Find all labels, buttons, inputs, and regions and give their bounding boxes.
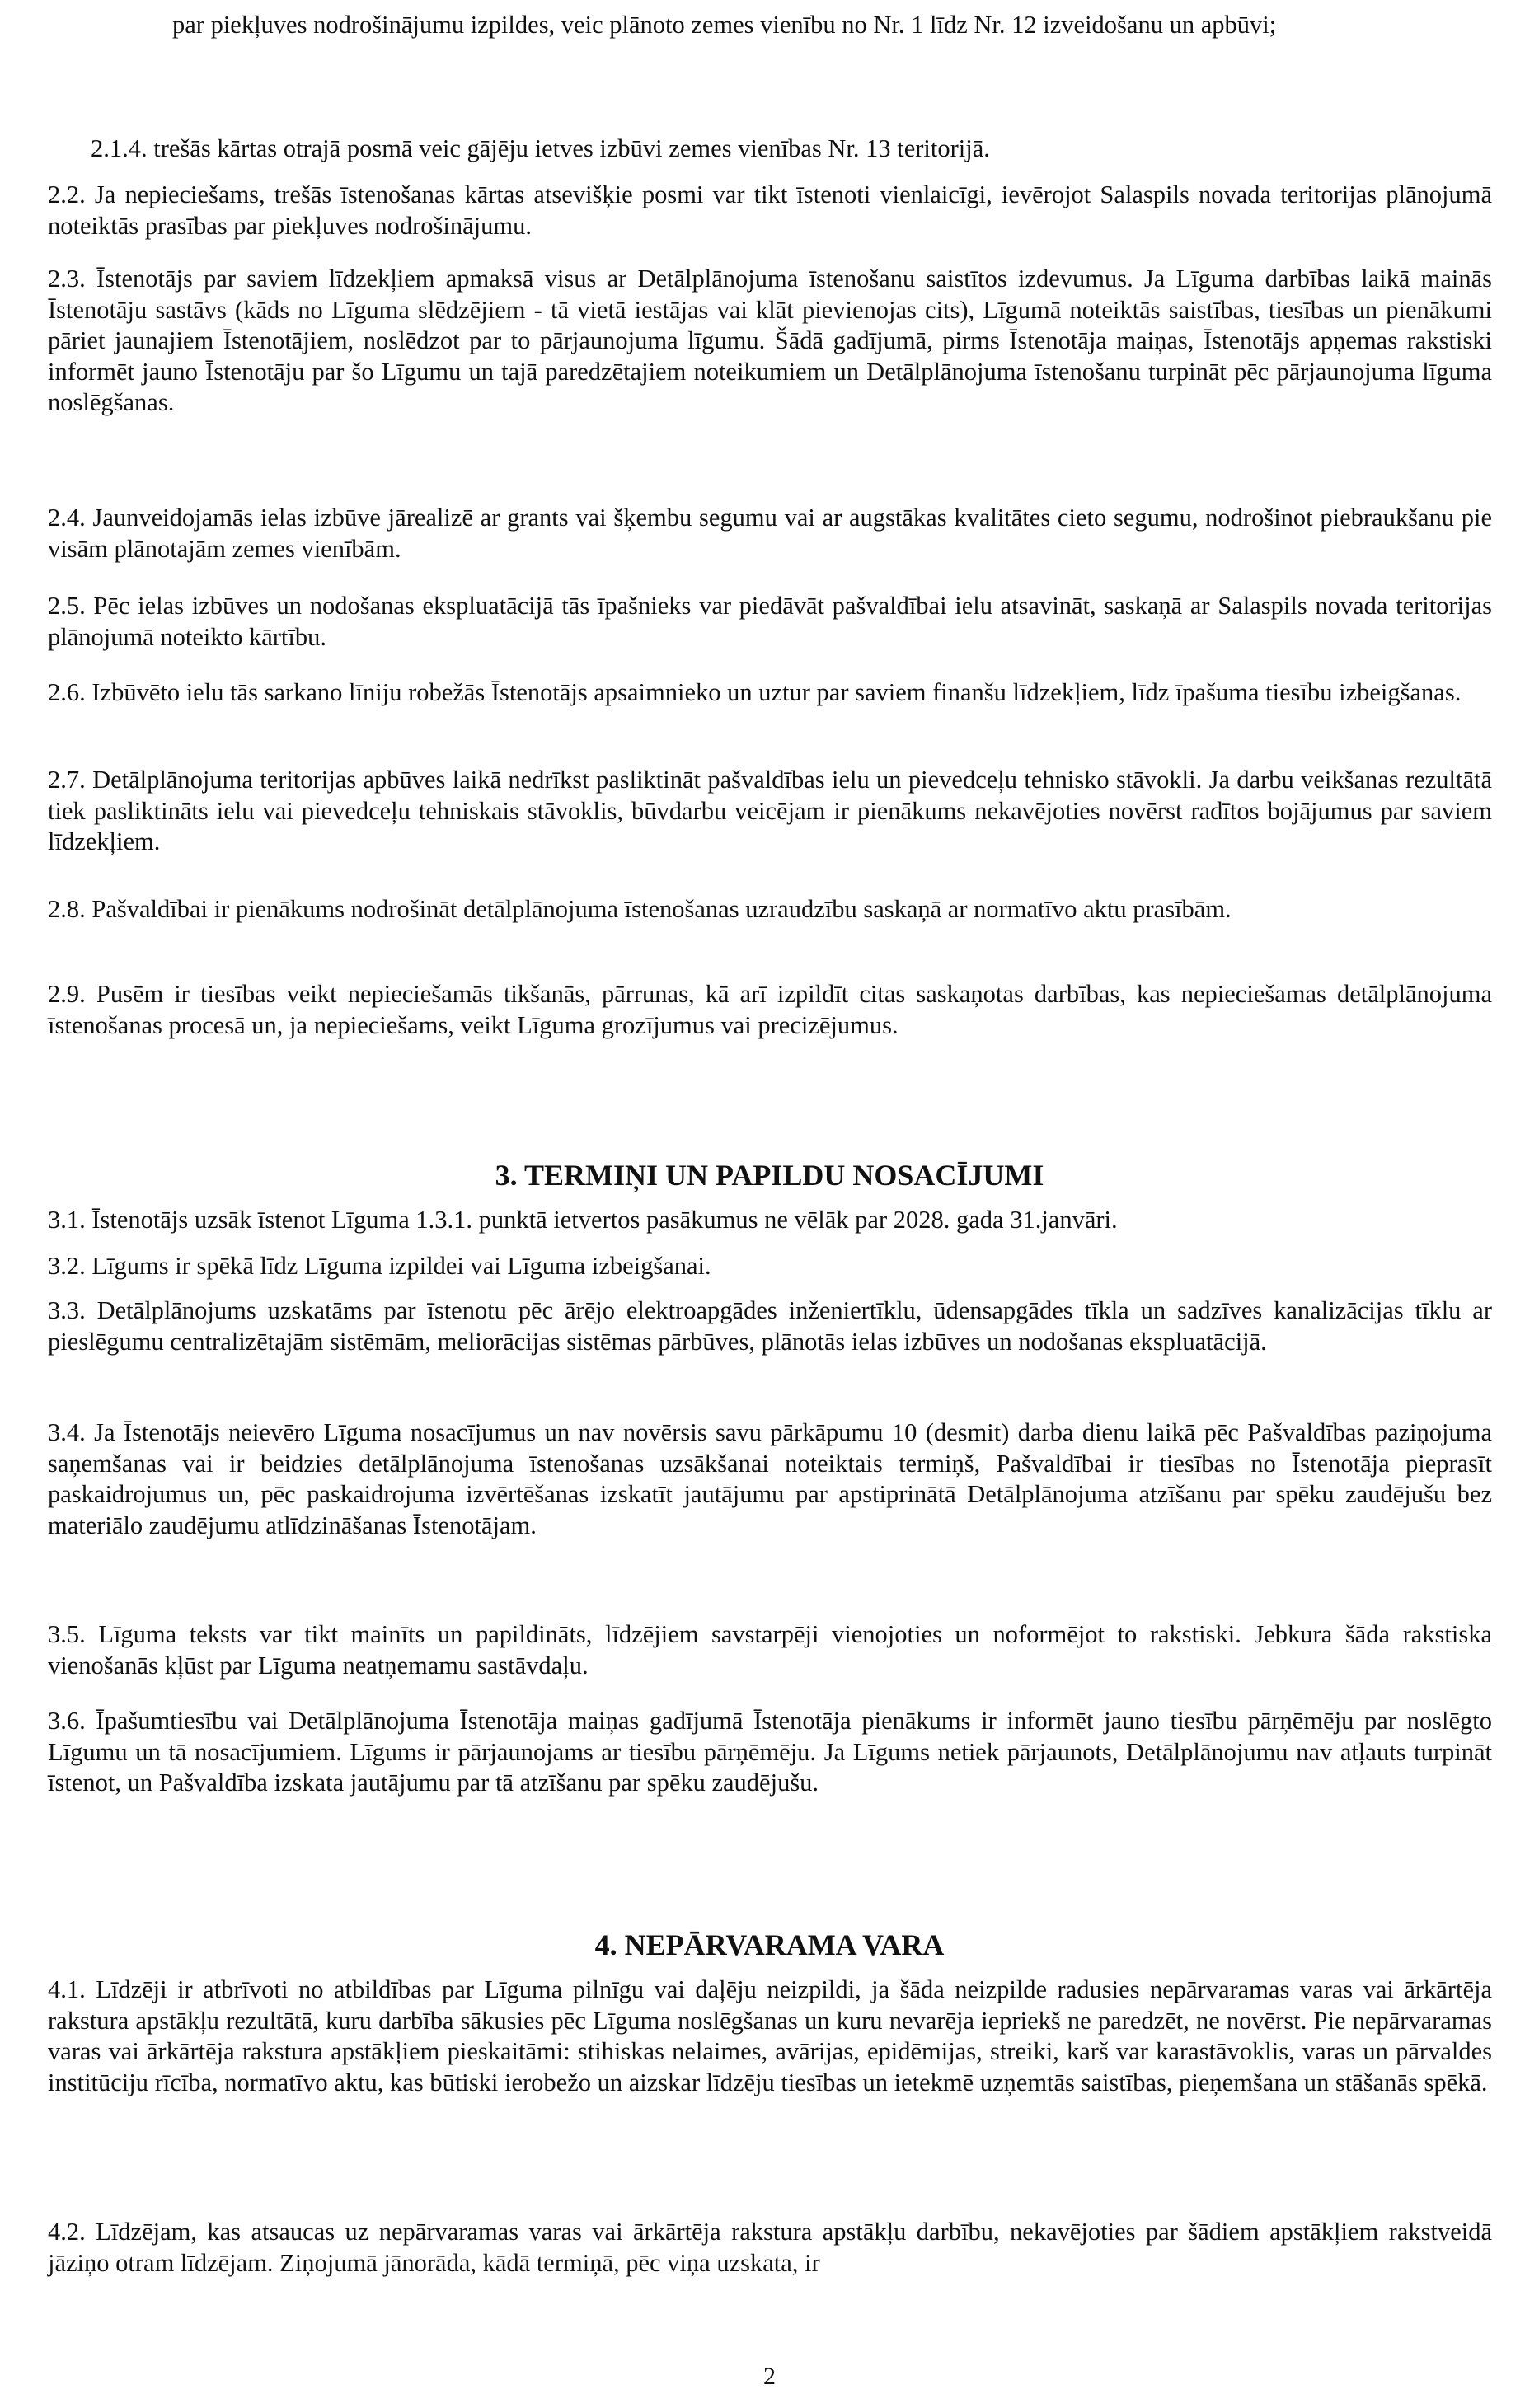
paragraph-2-3: 2.3. Īstenotājs par saviem līdzekļiem apmaksā visus ar Detālplānojuma īstenošanu saistītos izdevumus. Ja Līguma darbības laikā mainās Īstenotāju sastāvs (kāds no Līguma slēdzējiem - tā vietā iestājas vai klāt pievienojas cits), Līgumā noteiktās saistības, tiesības un pienākumi pāriet jaunajiem Īstenotājiem, noslēdzot par to pārjaunojuma līgumu. Šādā gadījumā, pirms Īstenotāja maiņas, Īstenotājs apņemas rakstiski informēt jauno Īstenotāju par šo Līgumu un tajā paredzētajiem noteikumiem un Detālplānojuma īstenošanu turpināt pēc pārjaunojuma līguma noslēgšanas. <box>48 265 1492 416</box>
paragraph-3-4: 3.4. Ja Īstenotājs neievēro Līguma nosacījumus un nav novērsis savu pārkāpumu 10 (desmit) darba dienu laikā pēc Pašvaldības paziņojuma saņemšanas vai ir beidzies detālplānojuma īstenošanas uzsākšanai noteiktais termiņš, Pašvaldībai ir tiesības no Īstenotāja pieprasīt paskaidrojumus un, pēc paskaidrojuma izvērtēšanas izskatīt jautājumu par apstiprinātā Detālplānojuma atzīšanu par spēku zaudējušu bez materiālo zaudējumu atlīdzināšanas Īstenotājam. <box>48 1418 1492 1539</box>
paragraph-2-8: 2.8. Pašvaldībai ir pienākums nodrošināt detālplānojuma īstenošanas uzraudzību saskaņā ar normatīvo aktu prasībām. <box>48 895 1232 923</box>
paragraph-4-2: 4.2. Līdzējam, kas atsaucas uz nepārvaramas varas vai ārkārtēja rakstura apstākļu darbību, nekavējoties par šādiem apstākļiem rakstveidā jāziņo otram līdzējam. Ziņojumā jānorāda, kādā termiņā, pēc viņa uzskata, ir <box>48 2218 1492 2277</box>
paragraph-3-1: 3.1. Īstenotājs uzsāk īstenot Līguma 1.3.1. punktā ietvertos pasākumus ne vēlāk par 2028. gada 31.janvāri. <box>48 1206 1118 1234</box>
paragraph-2-4: 2.4. Jaunveidojamās ielas izbūve jārealizē ar grants vai šķembu segumu vai ar augstākas kvalitātes cieto segumu, nodrošinot piebraukšanu pie visām plānotajām zemes vienībām. <box>48 504 1492 563</box>
paragraph-2-6: 2.6. Izbūvēto ielu tās sarkano līniju robežās Īstenotājs apsaimnieko un uztur par saviem finanšu līdzekļiem, līdz īpašuma tiesību izbeigšanas. <box>48 678 1462 706</box>
paragraph-3-3: 3.3. Detālplānojums uzskatāms par īstenotu pēc ārējo elektroapgādes inženiertīklu, ūdensapgādes tīkla un sadzīves kanalizācijas tīklu ar pieslēgumu centralizētajām sistēmām, meliorācijas sistēmas pārbūves, plānotās ielas izbūves un nodošanas ekspluatācijā. <box>48 1296 1492 1356</box>
section-4-heading: 4. NEPĀRVARAMA VARA <box>594 1928 945 1961</box>
paragraph-2-7: 2.7. Detālplānojuma teritorijas apbūves laikā nedrīkst pasliktināt pašvaldības ielu un pievedceļu tehnisko stāvokli. Ja darbu veikšanas rezultātā tiek pasliktināts ielu vai pievedceļu tehniskais stāvoklis, būvdarbu veicējam ir pienākums nekavējoties novērst radītos bojājumus par saviem līdzekļiem. <box>48 766 1492 855</box>
paragraph-2-9: 2.9. Pusēm ir tiesības veikt nepieciešamās tikšanās, pārrunas, kā arī izpildīt citas saskaņotas darbības, kas nepieciešamas detālplānojuma īstenošanas procesā un, ja nepieciešams, veikt Līguma grozījumus vai precizējumus. <box>48 980 1492 1039</box>
section-3-heading: 3. TERMIŅI UN PAPILDU NOSACĪJUMI <box>495 1159 1044 1192</box>
paragraph-2-2: 2.2. Ja nepieciešams, trešās īstenošanas kārtas atsevišķie posmi var tikt īstenoti vienlaicīgi, ievērojot Salaspils novada teritorijas plānojumā noteiktās prasības par piekļuves nodrošinājumu. <box>48 180 1492 240</box>
paragraph-3-6: 3.6. Īpašumtiesību vai Detālplānojuma Īstenotāja maiņas gadījumā Īstenotāja pienākums ir informēt jauno tiesību pārņēmēju par noslēgto Līgumu un tā nosacījumiem. Līgums ir pārjaunojams ar tiesību pārņēmēju. Ja Līgums netiek pārjaunots, Detālplānojumu nav atļauts turpināt īstenot, un Pašvaldība izskata jautājumu par tā atzīšanu par spēku zaudējušu. <box>48 1707 1492 1797</box>
paragraph-2-1-4: 2.1.4. trešās kārtas otrajā posmā veic gājēju ietves izbūvi zemes vienības Nr. 13 teritorijā. <box>91 134 990 162</box>
paragraph-3-2: 3.2. Līgums ir spēkā līdz Līguma izpildei vai Līguma izbeigšanai. <box>48 1252 711 1280</box>
paragraph-2-1-3-continuation: par piekļuves nodrošinājumu izpildes, veic plānoto zemes vienību no Nr. 1 līdz Nr. 12 izveidošanu un apbūvi; <box>172 11 1277 39</box>
paragraph-4-1: 4.1. Līdzēji ir atbrīvoti no atbildības par Līguma pilnīgu vai daļēju neizpildi, ja šāda neizpilde radusies nepārvaramas varas vai ārkārtēja rakstura apstākļu rezultātā, kuru darbība sākusies pēc Līguma noslēgšanas un kuru nevarēja iepriekš ne paredzēt, ne novērst. Pie nepārvaramas varas vai ārkārtēja rakstura apstākļiem pieskaitāmi: stihiskas nelaimes, avārijas, epidēmijas, streiki, karš var karastāvoklis, varas un pārvaldes institūciju rīcība, normatīvo aktu, kas būtiski ierobežo un aizskar līdzēju tiesības un ietekmē uzņemtās saistības, pieņemšana un stāšanās spēkā. <box>48 1975 1492 2096</box>
paragraph-3-5: 3.5. Līguma teksts var tikt mainīts un papildināts, līdzējiem savstarpēji vienojoties un noformējot to rakstiski. Jebkura šāda rakstiska vienošanās kļūst par Līguma neatņemamu sastāvdaļu. <box>48 1620 1492 1680</box>
page-number: 2 <box>763 2363 776 2390</box>
paragraph-2-5: 2.5. Pēc ielas izbūves un nodošanas ekspluatācijā tās īpašnieks var piedāvāt pašvaldībai ielu atsavināt, saskaņā ar Salaspils novada teritorijas plānojumā noteikto kārtību. <box>48 592 1492 651</box>
